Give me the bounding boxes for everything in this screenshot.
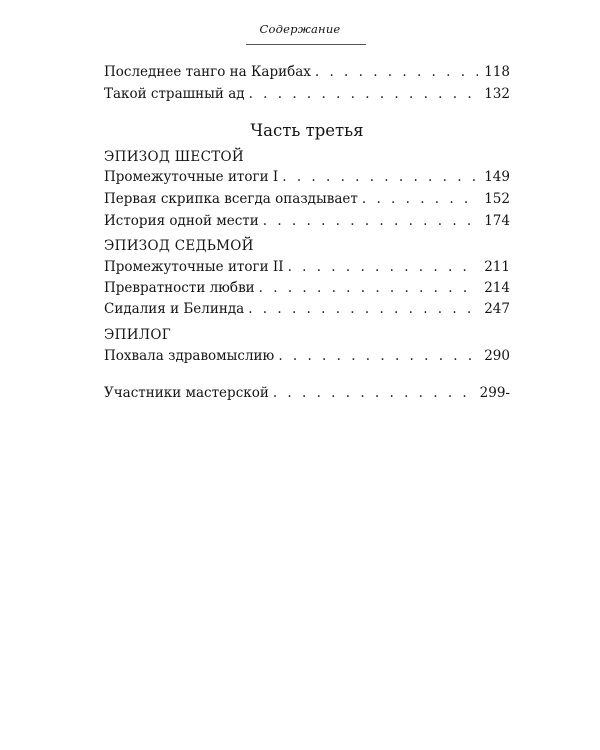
dot-leader — [249, 84, 479, 104]
toc-entry-title: Первая скрипка всегда опаздывает — [104, 191, 358, 207]
toc-entry-title: Такой страшный ад — [104, 86, 245, 102]
toc-entry[interactable] — [104, 167, 510, 187]
toc-entry[interactable] — [104, 211, 510, 231]
toc-entry[interactable] — [104, 257, 510, 277]
toc-entry-page: 214 — [484, 280, 510, 296]
dot-leader — [278, 346, 478, 366]
toc-entry-page: 247 — [484, 301, 510, 317]
toc-entry-page: 152 — [484, 191, 510, 207]
toc-entry[interactable] — [104, 383, 510, 403]
episode-heading: ЭПИЗОД ШЕСТОЙ — [104, 149, 244, 165]
toc-entry-title: Превратности любви — [104, 280, 255, 296]
toc-entry-title: Промежуточные итоги II — [104, 259, 284, 275]
toc-entry-page: 290 — [484, 348, 510, 364]
toc-entry-page: 132 — [484, 86, 510, 102]
toc-entry-page: 149 — [484, 169, 510, 185]
toc-entry-title: Похвала здравомыслию — [104, 348, 275, 364]
episode-heading: ЭПИЗОД СЕДЬМОЙ — [104, 238, 254, 254]
toc-entry-page: 211 — [484, 259, 510, 275]
episode-heading: ЭПИЛОГ — [104, 327, 171, 343]
header-rule — [246, 44, 366, 45]
running-header: Содержание — [259, 22, 341, 36]
toc-entry-title: История одной мести — [104, 213, 259, 229]
dot-leader — [362, 189, 478, 209]
toc-entry-title: Участники мастерской — [104, 385, 269, 401]
toc-entry[interactable] — [104, 62, 510, 82]
toc-entry-title: Промежуточные итоги I — [104, 169, 279, 185]
toc-entry[interactable] — [104, 189, 510, 209]
dot-leader — [315, 62, 478, 82]
toc-entry[interactable] — [104, 299, 510, 319]
part-title: Часть третья — [250, 121, 364, 140]
dot-leader — [288, 257, 479, 277]
toc-entry-page: 174 — [484, 213, 510, 229]
dot-leader — [282, 167, 478, 187]
toc-entry[interactable] — [104, 278, 510, 298]
dot-leader — [273, 383, 474, 403]
dot-leader — [263, 211, 478, 231]
toc-entry-title: Последнее танго на Карибах — [104, 64, 311, 80]
dot-leader — [248, 299, 478, 319]
toc-entry[interactable] — [104, 346, 510, 366]
toc-entry[interactable] — [104, 84, 510, 104]
toc-entry-title: Сидалия и Белинда — [104, 301, 245, 317]
toc-entry-page: 118 — [484, 64, 510, 80]
dot-leader — [259, 278, 479, 298]
toc-entry-page: 299- — [479, 385, 510, 401]
